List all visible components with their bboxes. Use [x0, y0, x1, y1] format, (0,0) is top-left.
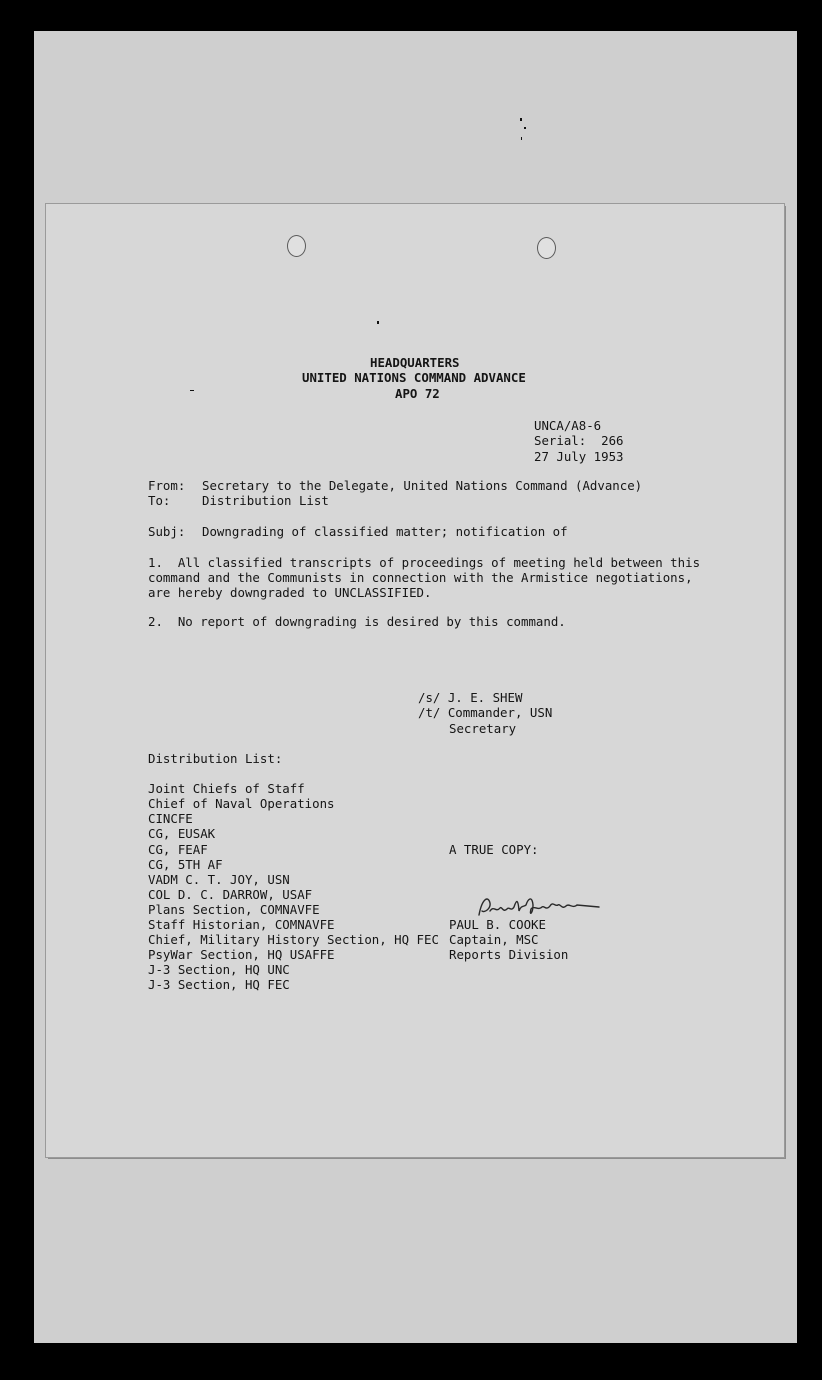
distribution-item: CINCFE [148, 811, 193, 826]
distribution-item: Chief, Military History Section, HQ FEC [148, 932, 439, 947]
certifier-name: PAUL B. COOKE [449, 917, 546, 932]
paragraph-1-line-2: command and the Communists in connection with the Armistice negotiations, [148, 570, 693, 585]
distribution-item: VADM C. T. JOY, USN [148, 872, 290, 887]
distribution-item: J-3 Section, HQ FEC [148, 977, 290, 992]
certifier-rank: Captain, MSC [449, 932, 539, 947]
paragraph-1-line-1: 1. All classified transcripts of proceedings of meeting held between this [148, 555, 701, 570]
header-command: UNITED NATIONS COMMAND ADVANCE [302, 370, 526, 385]
document-page [46, 204, 784, 1157]
file-reference: UNCA/A8-6 [534, 418, 602, 433]
paragraph-2: 2. No report of downgrading is desired by this command. [148, 614, 566, 629]
distribution-item: CG, EUSAK [148, 826, 216, 841]
to-label: To: [148, 493, 171, 508]
true-copy-label: A TRUE COPY: [449, 842, 539, 857]
distribution-item: Chief of Naval Operations [148, 796, 335, 811]
typed-position: Secretary [449, 721, 517, 736]
header-apo: APO 72 [395, 386, 440, 401]
document-date: 27 July 1953 [534, 449, 624, 464]
header-title: HEADQUARTERS [370, 355, 460, 370]
subject-label: Subj: [148, 524, 186, 539]
speck [521, 137, 522, 140]
from-label: From: [148, 478, 186, 493]
subject-value: Downgrading of classified matter; notification of [202, 524, 568, 539]
distribution-item: PsyWar Section, HQ USAFFE [148, 947, 335, 962]
distribution-heading: Distribution List: [148, 751, 283, 766]
distribution-item: COL D. C. DARROW, USAF [148, 887, 313, 902]
signed-by: /s/ J. E. SHEW [418, 690, 523, 705]
speck [377, 321, 379, 324]
distribution-item: Joint Chiefs of Staff [148, 781, 305, 796]
distribution-item: J-3 Section, HQ UNC [148, 962, 290, 977]
distribution-item: CG, 5TH AF [148, 857, 223, 872]
distribution-item: Staff Historian, COMNAVFE [148, 917, 335, 932]
to-value: Distribution List [202, 493, 329, 508]
distribution-item: CG, FEAF [148, 842, 208, 857]
certifier-unit: Reports Division [449, 947, 569, 962]
punch-hole-left [287, 235, 306, 257]
from-value: Secretary to the Delegate, United Nations Command (Advance) [202, 478, 643, 493]
typed-title: /t/ Commander, USN [418, 705, 553, 720]
punch-hole-right [537, 237, 556, 259]
distribution-item: Plans Section, COMNAVFE [148, 902, 320, 917]
paragraph-1-line-3: are hereby downgraded to UNCLASSIFIED. [148, 585, 432, 600]
serial-number: Serial: 266 [534, 433, 624, 448]
speck [520, 118, 522, 121]
speck [190, 390, 194, 391]
speck [524, 127, 526, 129]
